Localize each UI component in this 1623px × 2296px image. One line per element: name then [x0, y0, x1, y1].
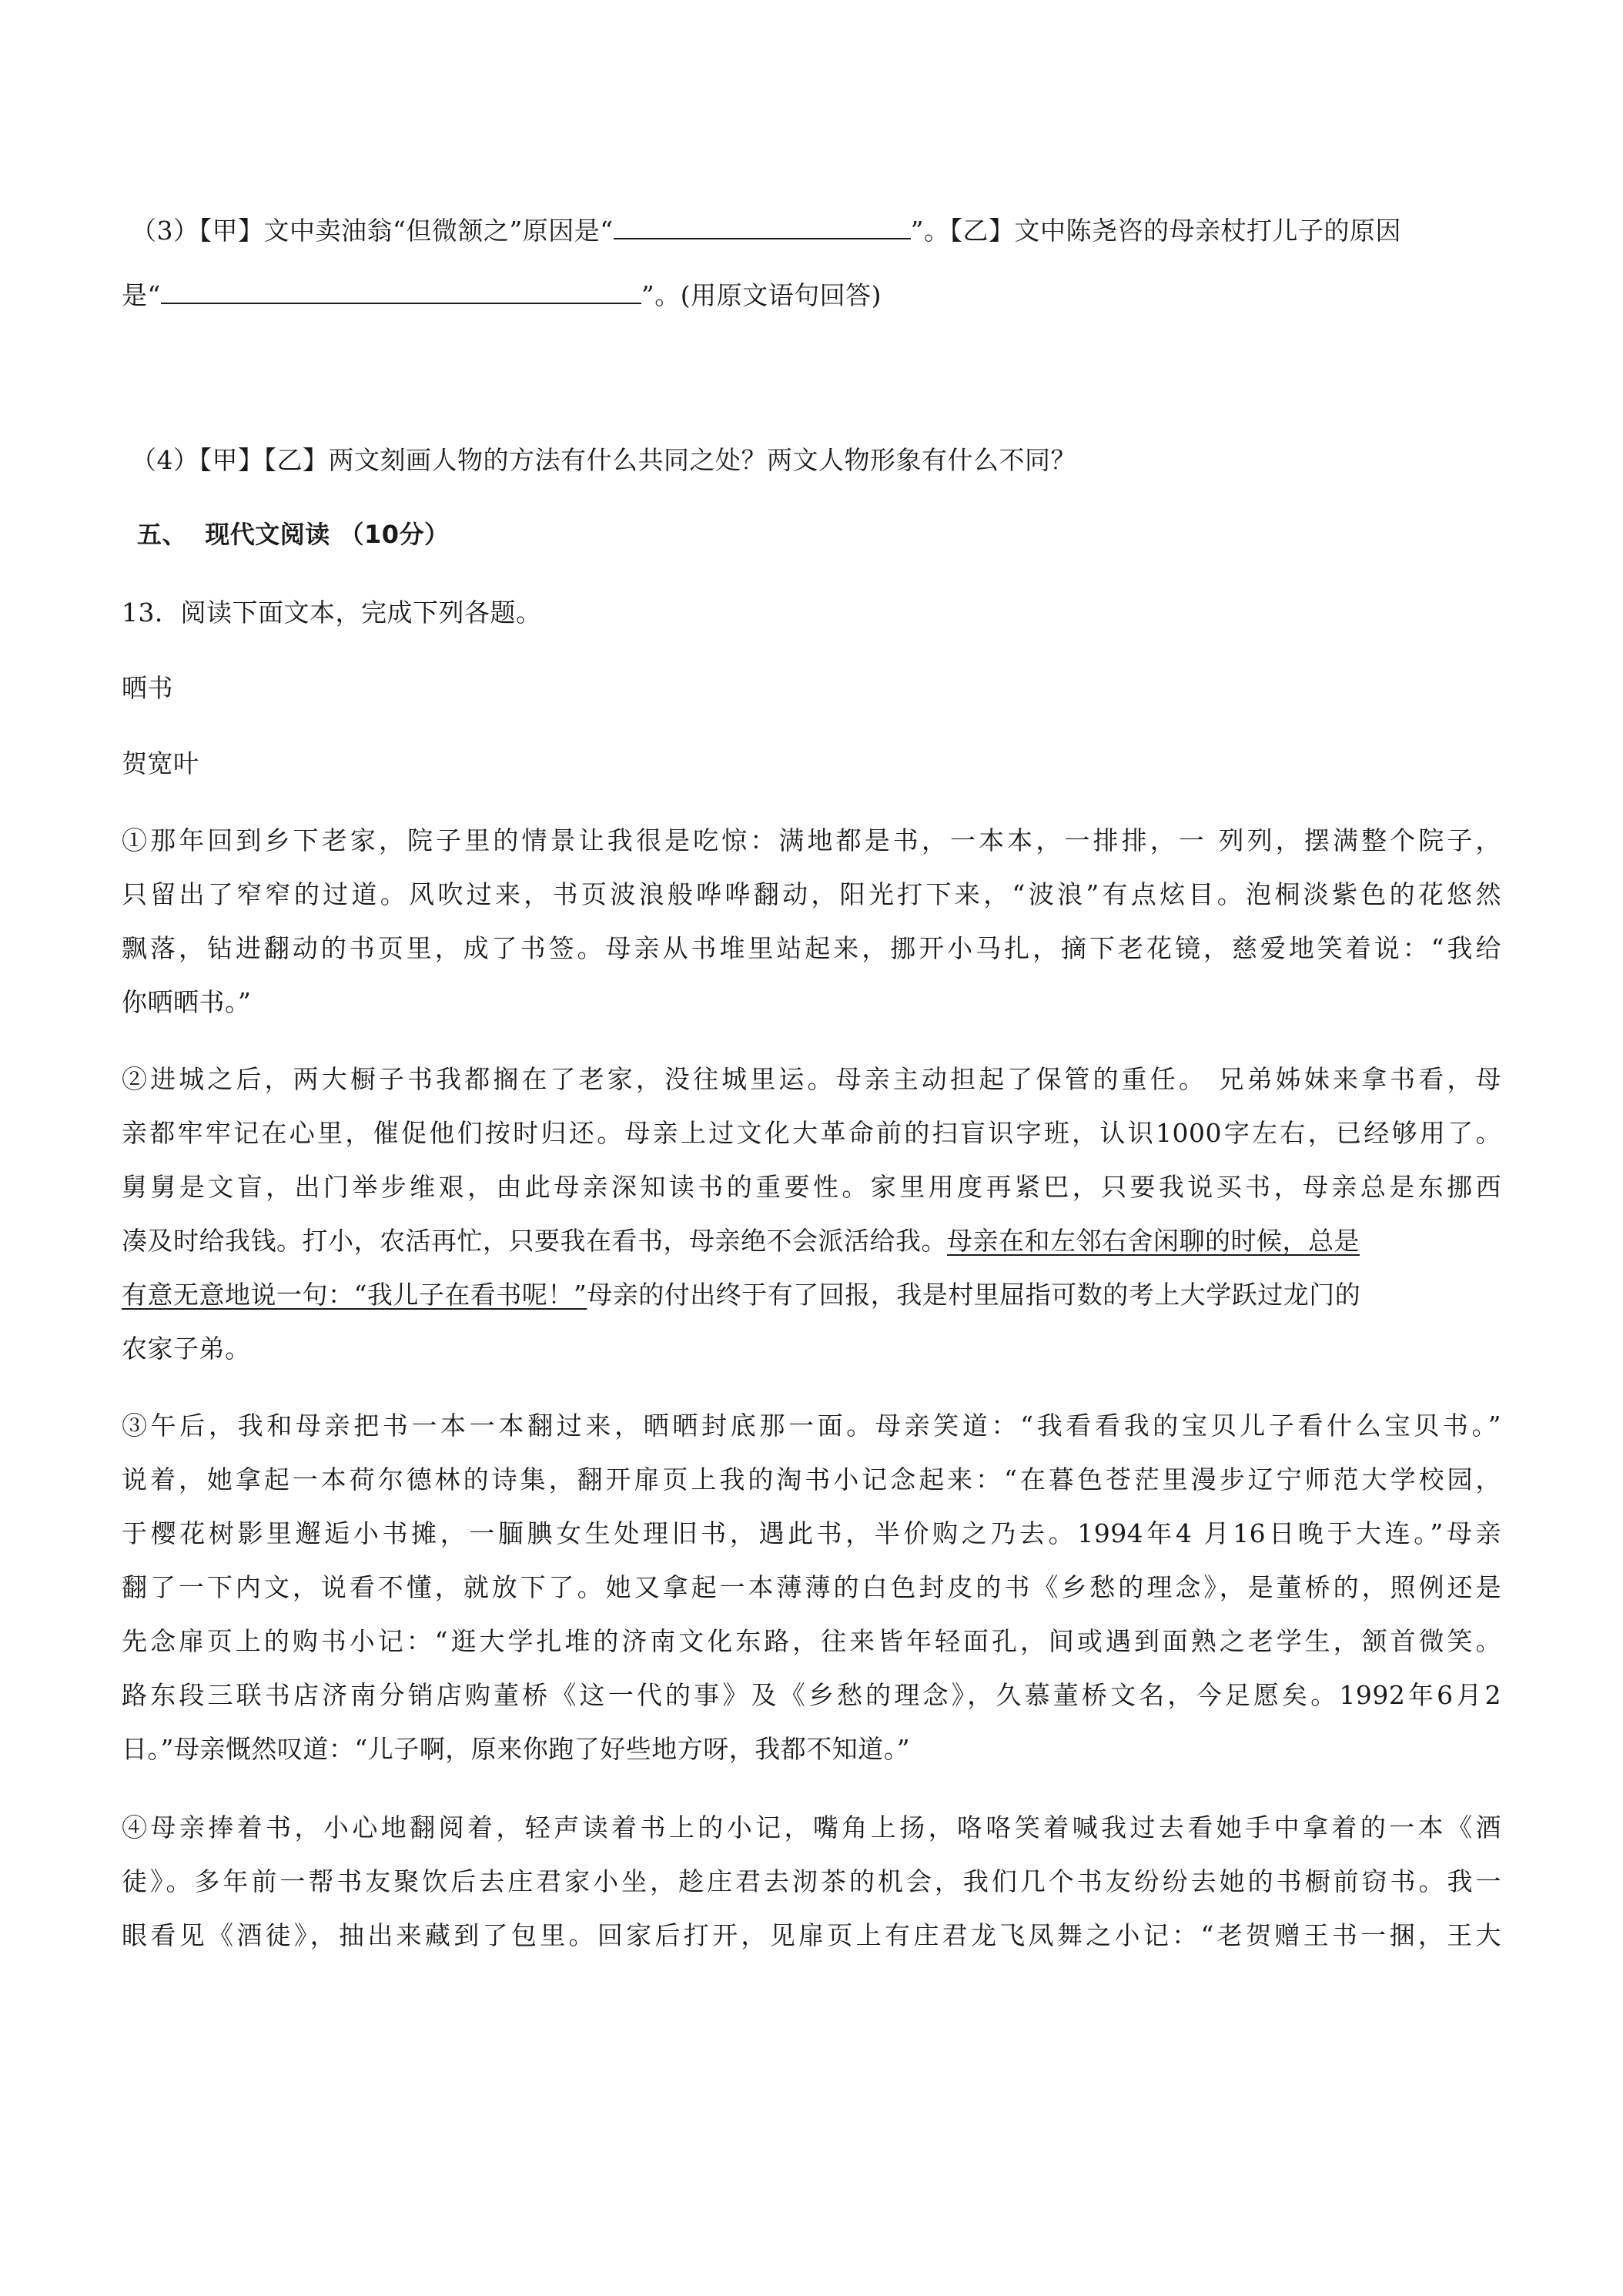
p3-line: 翻了一下内文，说看不懂，就放下了。她又拿起一本薄薄的白色封皮的书《乡愁的理念》，是董桥的，照例还是 [122, 1572, 1501, 1602]
q3-text-b: ”。【乙】文中陈尧咨的母亲杖打儿子的原因 [910, 216, 1401, 246]
p2-line: 农家子弟。 [122, 1334, 251, 1364]
q4-question: （4）【甲】【乙】两文刻画人物的方法有什么共同之处？两文人物形象有什么不同？ [131, 445, 1076, 475]
p2-text: 母亲的付出终于有了回报，我是村里屈指可数的考上大学跃过龙门的 [587, 1280, 1361, 1310]
p4-line: 徒》。多年前一帮书友聚饮后去庄君家小坐，趁庄君去沏茶的机会，我们几个书友纷纷去她的书橱前窃书。我一 [122, 1866, 1501, 1896]
section-heading [137, 517, 450, 551]
p4-line: ④母亲捧着书，小心地翻阅着，轻声读着书上的小记，嘴角上扬，咯咯笑着喊我过去看她手中拿着的一本《酒 [122, 1812, 1501, 1842]
p2-text: 凑及时给我钱。打小，农活再忙，只要我在看书，母亲绝不会派活给我。 [122, 1226, 947, 1256]
p3-line: 路东段三联书店济南分销店购董桥《这一代的事》及《乡愁的理念》，久慕董桥文名，今足愿矣。1992年6月2 [122, 1680, 1501, 1710]
p2-line [122, 1278, 1360, 1312]
q3-answer-blank-2[interactable] [161, 279, 641, 304]
p3-line: 日。”母亲慨然叹道：“儿子啊，原来你跑了好些地方呀，我都不知道。” [122, 1734, 911, 1764]
p2-line: ②进城之后，两大橱子书我都搁在了老家，没往城里运。母亲主动担起了保管的重任。 兄弟姊妹来拿书看，母 [122, 1064, 1501, 1094]
p3-line: 说着，她拿起一本荷尔德林的诗集，翻开扉页上我的淘书小记念起来：“在暮色苍茫里漫步辽宁师范大学校园， [122, 1464, 1501, 1494]
p1-line: ①那年回到乡下老家，院子里的情景让我很是吃惊：满地都是书，一本本，一排排，一 列列，摆满整个院子， [122, 825, 1501, 855]
p2-underlined-text: 有意无意地说一句：“我儿子在看书呢！” [122, 1280, 587, 1310]
p2-underlined-text: 母亲在和左邻右舍闲聊的时候，总是 [947, 1226, 1360, 1256]
q13-prompt: 13．阅读下面文本，完成下列各题。 [122, 597, 542, 628]
p2-line: 亲都牢牢记在心里，催促他们按时归还。母亲上过文化大革命前的扫盲识字班，认识1000字左右，已经够用了。 [122, 1118, 1501, 1148]
p2-line [122, 1224, 1360, 1258]
p1-line: 只留出了窄窄的过道。风吹过来，书页波浪般哗哗翻动，阳光打下来，“波浪”有点炫目。泡桐淡紫色的花悠然 [122, 879, 1501, 909]
article-author: 贺宽叶 [122, 748, 199, 778]
q3-text-d: ”。(用原文语句回答) [641, 280, 882, 310]
q3-line-2 [122, 279, 882, 313]
section-score: （10分） [339, 520, 450, 549]
p1-line: 你晒晒书。” [122, 987, 252, 1017]
q3-line-1 [131, 214, 1401, 248]
section-number: 五、 [137, 520, 188, 549]
section-title: 现代文阅读 [205, 520, 330, 549]
q3-text-a: （3）【甲】文中卖油翁“但微颔之”原因是“ [131, 216, 614, 246]
p3-line: ③午后，我和母亲把书一本一本翻过来，晒晒封底那一面。母亲笑道：“我看看我的宝贝儿子看什么宝贝书。” [122, 1411, 1501, 1441]
p3-line: 于樱花树影里邂逅小书摊，一腼腆女生处理旧书，遇此书，半价购之乃去。1994年4 月16日晚于大连。”母亲 [122, 1518, 1501, 1548]
q3-text-c: 是“ [122, 280, 161, 310]
q3-answer-blank-1[interactable] [614, 215, 911, 239]
p3-line: 先念扉页上的购书小记：“逛大学扎堆的济南文化东路，往来皆年轻面孔，间或遇到面熟之老学生，颔首微笑。 [122, 1626, 1501, 1656]
p1-line: 飘落，钻进翻动的书页里，成了书签。母亲从书堆里站起来，挪开小马扎，摘下老花镜，慈爱地笑着说：“我给 [122, 933, 1501, 963]
p2-line: 舅舅是文盲，出门举步维艰，由此母亲深知读书的重要性。家里用度再紧巴，只要我说买书，母亲总是东挪西 [122, 1172, 1501, 1202]
article-title: 晒书 [122, 673, 173, 703]
p4-line: 眼看见《酒徒》，抽出来藏到了包里。回家后打开，见扉页上有庄君龙飞凤舞之小记：“老贺赠王书一捆，王大 [122, 1920, 1501, 1950]
